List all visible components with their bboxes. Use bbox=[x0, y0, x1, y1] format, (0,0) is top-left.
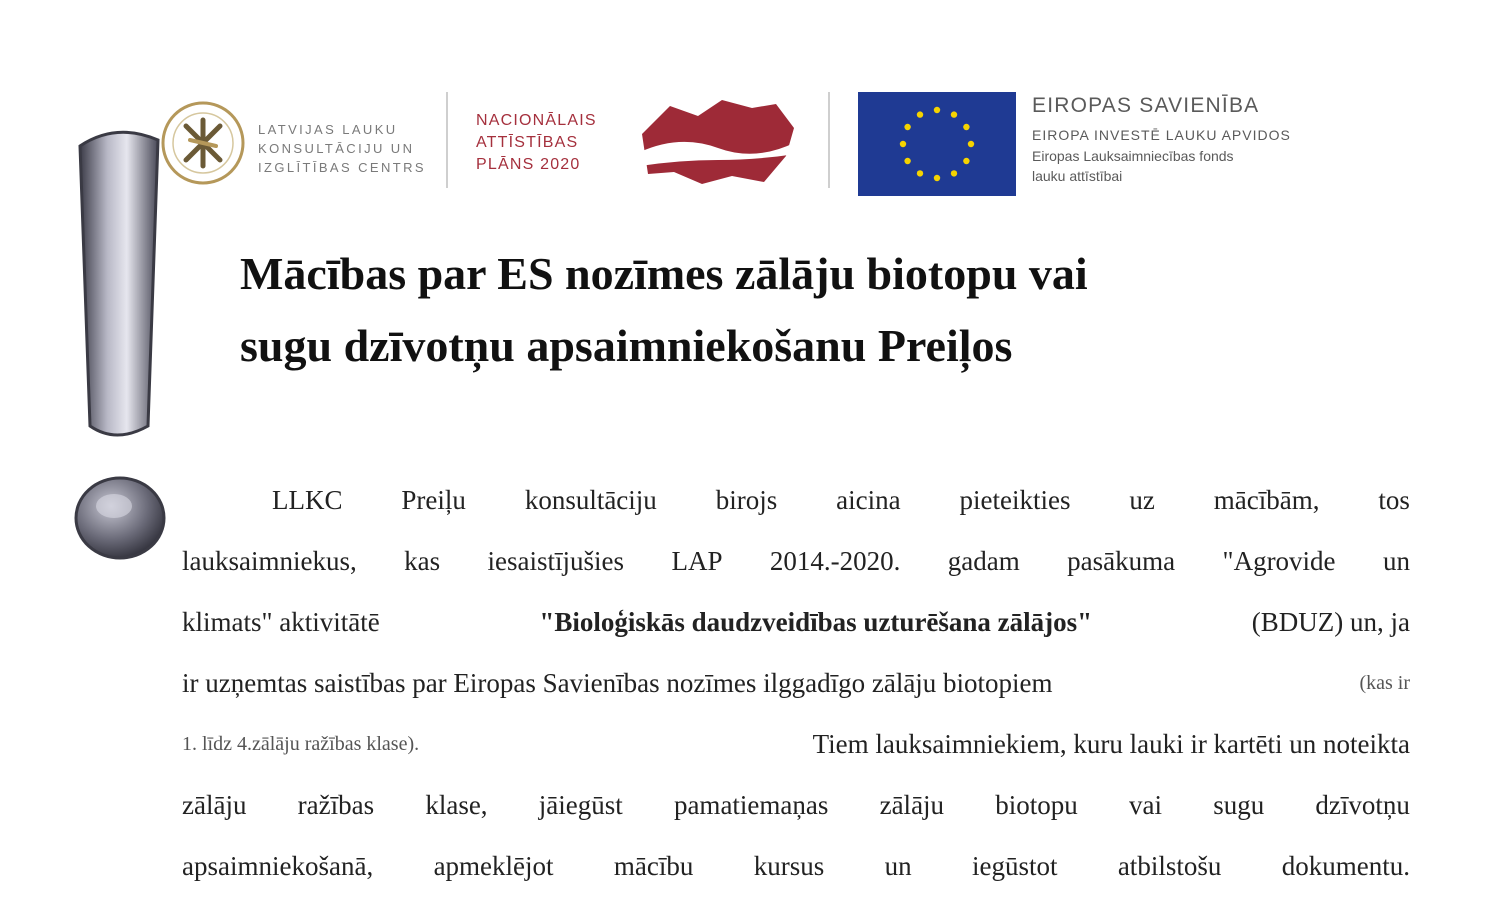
body-line bbox=[182, 653, 1410, 714]
body-word: pieteikties bbox=[959, 485, 1071, 515]
logo-divider bbox=[446, 92, 448, 188]
body-word: dokumentu. bbox=[1281, 851, 1410, 881]
body-word: uz bbox=[1129, 485, 1155, 515]
eu-flag-icon bbox=[858, 92, 1016, 196]
title-line-2: sugu dzīvotņu apsaimniekošanu Preiļos bbox=[240, 320, 1013, 371]
body-word: biotopu bbox=[995, 790, 1078, 820]
body-word: gadam bbox=[947, 546, 1020, 576]
body-word: aicina bbox=[836, 485, 901, 515]
body-bold-text: "Bioloģiskās daudzveidības uzturēšana zālājos" bbox=[539, 607, 1093, 637]
body-word: sugu bbox=[1213, 790, 1265, 820]
nap-line-1: NACIONĀLAIS bbox=[476, 112, 597, 129]
body-word: Preiļu bbox=[401, 485, 466, 515]
llkc-seal-icon bbox=[160, 100, 246, 186]
body-word: pamatiemaņas bbox=[673, 790, 829, 820]
eu-fund-line-1: Eiropas Lauksaimniecības fonds bbox=[1032, 148, 1234, 164]
llkc-logo bbox=[160, 100, 450, 180]
body-line bbox=[182, 531, 1410, 592]
eu-fund-text bbox=[1032, 92, 1362, 186]
llkc-line-1: LATVIJAS LAUKU bbox=[258, 122, 398, 137]
logo-divider bbox=[828, 92, 830, 188]
body-word: kursus bbox=[753, 851, 825, 881]
body-word: zālāju bbox=[182, 790, 247, 820]
body-word: birojs bbox=[715, 485, 778, 515]
body-word: zālāju bbox=[879, 790, 945, 820]
latvia-map-icon bbox=[636, 94, 800, 190]
logo-strip bbox=[160, 86, 1360, 198]
body-line bbox=[182, 470, 1410, 531]
body-word: 2014.-2020. bbox=[769, 546, 901, 576]
body-word: jāiegūst bbox=[538, 790, 623, 820]
llkc-line-3: IZGLĪTĪBAS CENTRS bbox=[258, 160, 426, 175]
body-word: dzīvotņu bbox=[1315, 790, 1410, 820]
llkc-name bbox=[258, 120, 458, 177]
body-word: apmeklējot bbox=[433, 851, 554, 881]
nap-2020-name bbox=[476, 110, 636, 176]
llkc-line-2: KONSULTĀCIJU UN bbox=[258, 141, 415, 156]
body-small-text: (kas ir bbox=[1359, 672, 1410, 694]
document-title bbox=[240, 238, 1380, 382]
body-word: un bbox=[884, 851, 912, 881]
eu-subtitle: EIROPA INVESTĒ LAUKU APVIDOS bbox=[1032, 127, 1291, 143]
body-line bbox=[182, 836, 1410, 881]
body-word: vai bbox=[1128, 790, 1162, 820]
body-word: tos bbox=[1378, 485, 1410, 515]
body-word: mācību bbox=[613, 851, 694, 881]
body-word: mācībām, bbox=[1213, 485, 1320, 515]
body-paragraph bbox=[182, 470, 1410, 881]
body-text: Tiem lauksaimniekiem, kuru lauki ir kartēti un noteikta bbox=[812, 729, 1410, 759]
body-word: klase, bbox=[425, 790, 488, 820]
nap-line-2: ATTĪSTĪBAS bbox=[476, 134, 579, 151]
body-small-text: 1. līdz 4.zālāju ražības klase). bbox=[182, 733, 420, 755]
body-text: klimats" aktivitātē bbox=[182, 607, 380, 637]
eu-title: EIROPAS SAVIENĪBA bbox=[1032, 94, 1260, 117]
body-word: un bbox=[1382, 546, 1410, 576]
body-word: pasākuma bbox=[1067, 546, 1176, 576]
body-line bbox=[182, 714, 1410, 775]
nap-line-3: PLĀNS 2020 bbox=[476, 156, 581, 173]
body-word: kas bbox=[404, 546, 441, 576]
body-text: ir uzņemtas saistības par Eiropas Savienības nozīmes ilggadīgo zālāju biotopiem bbox=[182, 668, 1053, 698]
body-word: iesaistījušies bbox=[487, 546, 625, 576]
body-word: ražības bbox=[297, 790, 375, 820]
eu-fund-line-2: lauku attīstībai bbox=[1032, 168, 1123, 184]
body-line bbox=[182, 775, 1410, 836]
body-word: LLKC bbox=[272, 485, 343, 515]
body-line bbox=[182, 592, 1410, 653]
body-word: apsaimniekošanā, bbox=[182, 851, 374, 881]
body-word: iegūstot bbox=[971, 851, 1058, 881]
body-word: lauksaimniekus, bbox=[182, 546, 357, 576]
body-word: atbilstošu bbox=[1117, 851, 1222, 881]
body-text: (BDUZ) un, ja bbox=[1251, 607, 1410, 637]
body-word: "Agrovide bbox=[1222, 546, 1336, 576]
body-word: konsultāciju bbox=[524, 485, 657, 515]
title-line-1: Mācības par ES nozīmes zālāju biotopu vai bbox=[240, 248, 1088, 299]
body-word: LAP bbox=[671, 546, 723, 576]
